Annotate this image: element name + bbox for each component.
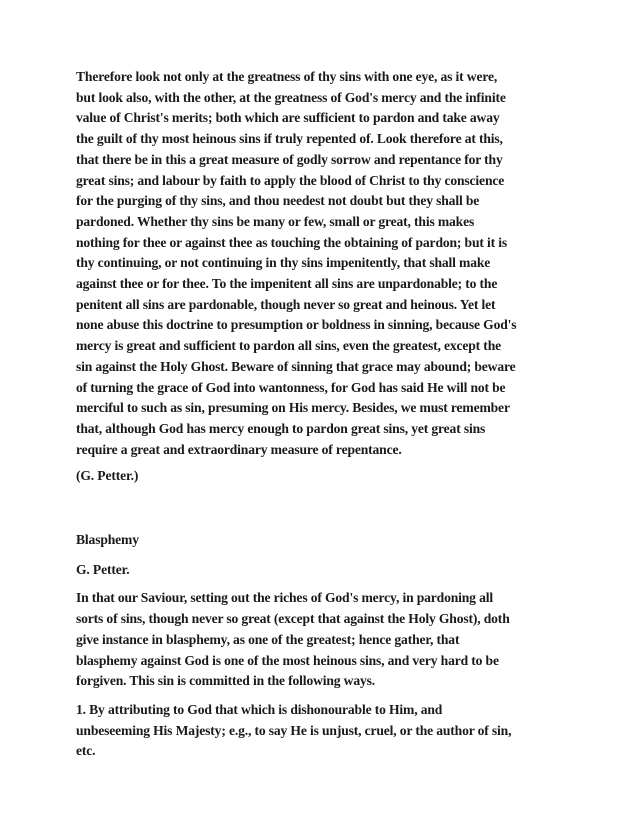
text-line: none abuse this doctrine to presumption or boldness in sinning, because God's (76, 317, 517, 333)
text-line: but look also, with the other, at the greatness of God's mercy and the infinite (76, 89, 506, 105)
text-line: 1. By attributing to God that which is dishonourable to Him, and (76, 701, 443, 717)
text-line: nothing for thee or against thee as touching the obtaining of pardon; but it is (76, 234, 508, 250)
text-line: etc. (76, 743, 96, 759)
text-line: give instance in blasphemy, as one of the greatest; hence gather, that (76, 631, 460, 647)
text-line: for the purging of thy sins, and thou needest not doubt but they shall be (76, 193, 480, 209)
text-line: of turning the grace of God into wantonness, for God has said He will not be (76, 379, 506, 395)
text-line: Therefore look not only at the greatness of thy sins with one eye, as it were, (76, 69, 498, 84)
text-line: unbeseeming His Majesty; e.g., to say He is unjust, cruel, or the author of sin, (76, 722, 512, 738)
text-line: great sins; and labour by faith to apply the blood of Christ to thy conscience (76, 172, 505, 188)
author-line: G. Petter. (76, 561, 130, 577)
paragraph-ways-1 (76, 700, 576, 762)
text-line: mercy is great and sufficient to pardon all sins, even the greatest, except the (76, 338, 501, 354)
text-line: against thee or for thee. To the impenitent all sins are unpardonable; to the (76, 276, 498, 292)
text-line: the guilt of thy most heinous sins if truly repented of. Look therefore at this, (76, 131, 503, 147)
text-line: that, although God has mercy enough to pardon great sins, yet great sins (76, 420, 486, 436)
paragraph-mercy (76, 67, 576, 460)
section-heading: Blasphemy (76, 532, 139, 548)
text-line: penitent all sins are pardonable, though never so great and heinous. Yet let (76, 296, 496, 312)
document-page (76, 67, 576, 762)
text-line: value of Christ's merits; both which are sufficient to pardon and take away (76, 110, 500, 126)
paragraph-blasphemy (76, 588, 576, 692)
text-line: forgiven. This sin is committed in the following ways. (76, 673, 376, 689)
text-line: that there be in this a great measure of godly sorrow and repentance for thy (76, 151, 503, 167)
text-line: merciful to such as sin, presuming on His mercy. Besides, we must remember (76, 400, 510, 416)
text-line: require a great and extraordinary measure of repentance. (76, 441, 402, 457)
text-line: blasphemy against God is one of the most heinous sins, and very hard to be (76, 652, 499, 668)
text-line: thy continuing, or not continuing in thy sins impenitently, that shall make (76, 255, 491, 271)
text-line: sin against the Holy Ghost. Beware of sinning that grace may abound; beware (76, 358, 516, 374)
source-citation: (G. Petter.) (76, 468, 139, 484)
text-line: pardoned. Whether thy sins be many or few, small or great, this makes (76, 213, 475, 229)
text-line: In that our Saviour, setting out the riches of God's mercy, in pardoning all (76, 590, 493, 606)
text-line: sorts of sins, though never so great (except that against the Holy Ghost), doth (76, 611, 510, 627)
